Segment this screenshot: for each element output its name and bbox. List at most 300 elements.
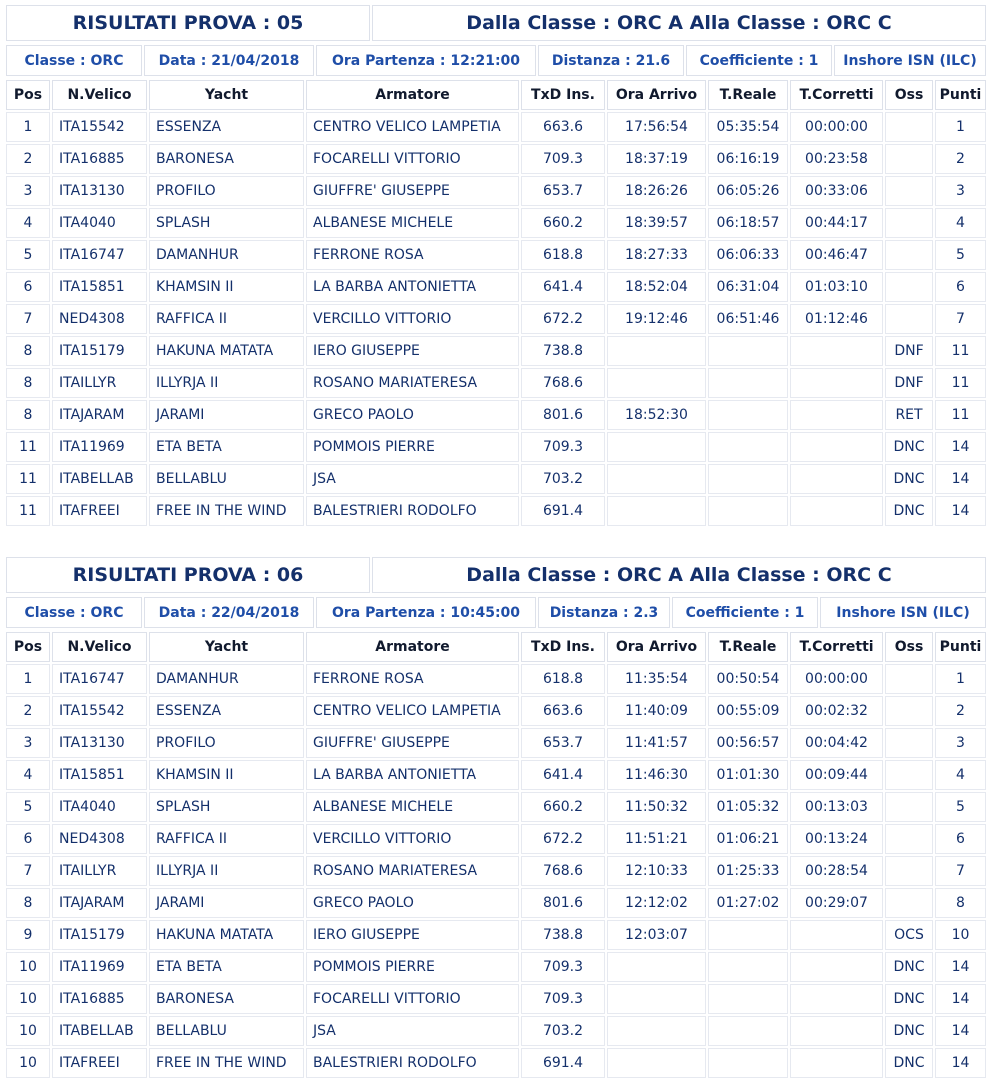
cell-yacht: SPLASH xyxy=(149,792,304,822)
table-row xyxy=(6,696,986,726)
cell-txd: 768.6 xyxy=(521,368,605,398)
cell-tcorretti xyxy=(790,952,883,982)
cell-oss: DNC xyxy=(885,496,933,526)
info-ora-partenza: Ora Partenza : 12:21:00 xyxy=(316,45,536,76)
cell-txd: 768.6 xyxy=(521,856,605,886)
cell-armatore: VERCILLO VITTORIO xyxy=(306,304,519,334)
cell-oss xyxy=(885,304,933,334)
cell-txd: 641.4 xyxy=(521,272,605,302)
cell-nvelico: ITA11969 xyxy=(52,432,147,462)
cell-oss xyxy=(885,760,933,790)
table-row xyxy=(6,952,986,982)
cell-yacht: BELLABLU xyxy=(149,464,304,494)
cell-oss xyxy=(885,824,933,854)
cell-oss xyxy=(885,792,933,822)
cell-yacht: ETA BETA xyxy=(149,432,304,462)
cell-treale: 01:25:33 xyxy=(708,856,788,886)
cell-oss xyxy=(885,176,933,206)
cell-ora-arrivo xyxy=(607,432,706,462)
cell-pos: 10 xyxy=(6,1016,50,1046)
cell-txd: 709.3 xyxy=(521,144,605,174)
cell-pos: 6 xyxy=(6,272,50,302)
info-rating-system: Inshore ISN (ILC) xyxy=(834,45,986,76)
cell-yacht: RAFFICA II xyxy=(149,824,304,854)
col-header-yacht: Yacht xyxy=(149,80,304,110)
info-classe: Classe : ORC xyxy=(6,597,142,628)
cell-oss xyxy=(885,272,933,302)
cell-pos: 10 xyxy=(6,952,50,982)
cell-tcorretti xyxy=(790,336,883,366)
cell-ora-arrivo xyxy=(607,952,706,982)
cell-yacht: BARONESA xyxy=(149,984,304,1014)
col-header-yacht: Yacht xyxy=(149,632,304,662)
cell-treale xyxy=(708,464,788,494)
cell-txd: 709.3 xyxy=(521,952,605,982)
info-rating-system: Inshore ISN (ILC) xyxy=(820,597,986,628)
cell-ora-arrivo: 19:12:46 xyxy=(607,304,706,334)
cell-ora-arrivo: 12:03:07 xyxy=(607,920,706,950)
table-row xyxy=(6,336,986,366)
cell-txd: 663.6 xyxy=(521,112,605,142)
cell-treale: 00:56:57 xyxy=(708,728,788,758)
col-header-tcorretti: T.Corretti xyxy=(790,80,883,110)
cell-txd: 672.2 xyxy=(521,304,605,334)
table-row xyxy=(6,176,986,206)
cell-yacht: DAMANHUR xyxy=(149,664,304,694)
cell-txd: 660.2 xyxy=(521,208,605,238)
cell-nvelico: ITA16885 xyxy=(52,984,147,1014)
cell-txd: 709.3 xyxy=(521,432,605,462)
col-header-treale: T.Reale xyxy=(708,632,788,662)
cell-armatore: CENTRO VELICO LAMPETIA xyxy=(306,112,519,142)
cell-punti: 14 xyxy=(935,464,986,494)
cell-tcorretti xyxy=(790,368,883,398)
col-header-treale: T.Reale xyxy=(708,80,788,110)
table-row xyxy=(6,1016,986,1046)
info-ora-partenza: Ora Partenza : 10:45:00 xyxy=(316,597,536,628)
cell-ora-arrivo: 11:35:54 xyxy=(607,664,706,694)
cell-armatore: BALESTRIERI RODOLFO xyxy=(306,496,519,526)
table-row xyxy=(6,112,986,142)
cell-nvelico: ITA13130 xyxy=(52,728,147,758)
cell-pos: 9 xyxy=(6,920,50,950)
cell-pos: 8 xyxy=(6,368,50,398)
results-body xyxy=(6,112,986,526)
cell-oss xyxy=(885,696,933,726)
cell-nvelico: ITABELLAB xyxy=(52,464,147,494)
cell-oss: DNC xyxy=(885,464,933,494)
cell-treale: 01:27:02 xyxy=(708,888,788,918)
cell-txd: 738.8 xyxy=(521,336,605,366)
cell-tcorretti: 00:44:17 xyxy=(790,208,883,238)
cell-punti: 11 xyxy=(935,368,986,398)
col-header-armatore: Armatore xyxy=(306,80,519,110)
cell-punti: 14 xyxy=(935,1016,986,1046)
cell-yacht: JARAMI xyxy=(149,888,304,918)
info-distanza: Distanza : 21.6 xyxy=(538,45,684,76)
cell-yacht: ESSENZA xyxy=(149,696,304,726)
col-header-pos: Pos xyxy=(6,80,50,110)
col-header-nvelico: N.Velico xyxy=(52,80,147,110)
cell-treale xyxy=(708,368,788,398)
col-header-oss: Oss xyxy=(885,80,933,110)
cell-pos: 2 xyxy=(6,696,50,726)
col-header-punti: Punti xyxy=(935,80,986,110)
cell-treale: 01:06:21 xyxy=(708,824,788,854)
cell-tcorretti: 00:13:24 xyxy=(790,824,883,854)
cell-yacht: FREE IN THE WIND xyxy=(149,496,304,526)
cell-nvelico: ITA15542 xyxy=(52,696,147,726)
cell-pos: 7 xyxy=(6,856,50,886)
info-coefficiente: Coefficiente : 1 xyxy=(686,45,832,76)
col-header-punti: Punti xyxy=(935,632,986,662)
cell-pos: 5 xyxy=(6,792,50,822)
cell-armatore: POMMOIS PIERRE xyxy=(306,952,519,982)
cell-yacht: ILLYRJA II xyxy=(149,856,304,886)
cell-pos: 11 xyxy=(6,464,50,494)
cell-pos: 1 xyxy=(6,664,50,694)
cell-treale: 00:50:54 xyxy=(708,664,788,694)
cell-oss: DNC xyxy=(885,952,933,982)
table-row xyxy=(6,304,986,334)
cell-nvelico: ITAILLYR xyxy=(52,856,147,886)
col-header-ora-arrivo: Ora Arrivo xyxy=(607,80,706,110)
cell-yacht: ESSENZA xyxy=(149,112,304,142)
cell-armatore: ROSANO MARIATERESA xyxy=(306,856,519,886)
cell-oss: RET xyxy=(885,400,933,430)
cell-treale: 06:06:33 xyxy=(708,240,788,270)
cell-nvelico: ITAILLYR xyxy=(52,368,147,398)
cell-tcorretti xyxy=(790,920,883,950)
cell-txd: 703.2 xyxy=(521,1016,605,1046)
cell-ora-arrivo: 18:52:04 xyxy=(607,272,706,302)
race-info-bar xyxy=(4,43,988,78)
table-row xyxy=(6,144,986,174)
results-header-row xyxy=(6,80,986,110)
cell-txd: 691.4 xyxy=(521,1048,605,1078)
cell-pos: 7 xyxy=(6,304,50,334)
col-header-pos: Pos xyxy=(6,632,50,662)
cell-treale xyxy=(708,496,788,526)
cell-ora-arrivo: 11:46:30 xyxy=(607,760,706,790)
cell-tcorretti xyxy=(790,984,883,1014)
cell-punti: 14 xyxy=(935,1048,986,1078)
cell-nvelico: ITAFREEI xyxy=(52,496,147,526)
info-classe: Classe : ORC xyxy=(6,45,142,76)
cell-txd: 672.2 xyxy=(521,824,605,854)
cell-treale xyxy=(708,432,788,462)
cell-yacht: ILLYRJA II xyxy=(149,368,304,398)
col-header-oss: Oss xyxy=(885,632,933,662)
cell-punti: 11 xyxy=(935,400,986,430)
cell-txd: 663.6 xyxy=(521,696,605,726)
cell-nvelico: ITA16747 xyxy=(52,664,147,694)
cell-yacht: PROFILO xyxy=(149,728,304,758)
cell-tcorretti: 00:00:00 xyxy=(790,112,883,142)
cell-yacht: FREE IN THE WIND xyxy=(149,1048,304,1078)
cell-armatore: GIUFFRE' GIUSEPPE xyxy=(306,176,519,206)
col-header-tcorretti: T.Corretti xyxy=(790,632,883,662)
cell-tcorretti xyxy=(790,400,883,430)
table-row xyxy=(6,368,986,398)
cell-armatore: LA BARBA ANTONIETTA xyxy=(306,272,519,302)
cell-tcorretti: 00:09:44 xyxy=(790,760,883,790)
cell-armatore: VERCILLO VITTORIO xyxy=(306,824,519,854)
cell-oss xyxy=(885,888,933,918)
cell-oss: OCS xyxy=(885,920,933,950)
cell-pos: 11 xyxy=(6,496,50,526)
cell-treale: 06:16:19 xyxy=(708,144,788,174)
cell-nvelico: ITAFREEI xyxy=(52,1048,147,1078)
cell-pos: 1 xyxy=(6,112,50,142)
table-row xyxy=(6,920,986,950)
cell-nvelico: NED4308 xyxy=(52,304,147,334)
cell-tcorretti: 00:46:47 xyxy=(790,240,883,270)
cell-treale xyxy=(708,400,788,430)
cell-punti: 8 xyxy=(935,888,986,918)
cell-armatore: FERRONE ROSA xyxy=(306,664,519,694)
cell-tcorretti: 00:29:07 xyxy=(790,888,883,918)
cell-pos: 11 xyxy=(6,432,50,462)
cell-tcorretti: 00:02:32 xyxy=(790,696,883,726)
cell-tcorretti xyxy=(790,464,883,494)
col-header-txd: TxD Ins. xyxy=(521,632,605,662)
cell-treale xyxy=(708,920,788,950)
cell-armatore: FERRONE ROSA xyxy=(306,240,519,270)
info-coefficiente: Coefficiente : 1 xyxy=(672,597,818,628)
table-row xyxy=(6,1048,986,1078)
cell-txd: 660.2 xyxy=(521,792,605,822)
cell-yacht: PROFILO xyxy=(149,176,304,206)
cell-treale: 01:01:30 xyxy=(708,760,788,790)
cell-pos: 10 xyxy=(6,984,50,1014)
cell-ora-arrivo xyxy=(607,1048,706,1078)
table-row xyxy=(6,432,986,462)
cell-pos: 8 xyxy=(6,888,50,918)
cell-armatore: FOCARELLI VITTORIO xyxy=(306,984,519,1014)
cell-treale: 01:05:32 xyxy=(708,792,788,822)
race-results-prova-06 xyxy=(4,555,988,1080)
cell-pos: 3 xyxy=(6,728,50,758)
cell-yacht: RAFFICA II xyxy=(149,304,304,334)
cell-ora-arrivo: 18:52:30 xyxy=(607,400,706,430)
cell-ora-arrivo: 17:56:54 xyxy=(607,112,706,142)
cell-treale: 06:05:26 xyxy=(708,176,788,206)
cell-ora-arrivo xyxy=(607,464,706,494)
cell-ora-arrivo xyxy=(607,368,706,398)
table-row xyxy=(6,240,986,270)
cell-tcorretti: 01:03:10 xyxy=(790,272,883,302)
cell-punti: 14 xyxy=(935,952,986,982)
results-header-row xyxy=(6,632,986,662)
cell-nvelico: ITA15851 xyxy=(52,272,147,302)
cell-tcorretti: 00:13:03 xyxy=(790,792,883,822)
cell-ora-arrivo xyxy=(607,496,706,526)
cell-armatore: POMMOIS PIERRE xyxy=(306,432,519,462)
cell-armatore: FOCARELLI VITTORIO xyxy=(306,144,519,174)
cell-oss xyxy=(885,112,933,142)
cell-ora-arrivo: 11:51:21 xyxy=(607,824,706,854)
cell-punti: 14 xyxy=(935,432,986,462)
cell-pos: 6 xyxy=(6,824,50,854)
cell-treale: 06:51:46 xyxy=(708,304,788,334)
cell-nvelico: ITAJARAM xyxy=(52,400,147,430)
cell-punti: 4 xyxy=(935,760,986,790)
cell-oss: DNC xyxy=(885,984,933,1014)
cell-nvelico: ITA16885 xyxy=(52,144,147,174)
table-row xyxy=(6,760,986,790)
cell-punti: 7 xyxy=(935,856,986,886)
cell-punti: 7 xyxy=(935,304,986,334)
cell-nvelico: ITA4040 xyxy=(52,792,147,822)
table-row xyxy=(6,888,986,918)
col-header-txd: TxD Ins. xyxy=(521,80,605,110)
cell-yacht: DAMANHUR xyxy=(149,240,304,270)
cell-yacht: JARAMI xyxy=(149,400,304,430)
cell-txd: 709.3 xyxy=(521,984,605,1014)
cell-armatore: ALBANESE MICHELE xyxy=(306,792,519,822)
table-row xyxy=(6,496,986,526)
cell-yacht: BARONESA xyxy=(149,144,304,174)
cell-punti: 6 xyxy=(935,272,986,302)
cell-yacht: HAKUNA MATATA xyxy=(149,920,304,950)
race-title-bar xyxy=(4,555,988,595)
cell-nvelico: ITA15179 xyxy=(52,920,147,950)
cell-armatore: LA BARBA ANTONIETTA xyxy=(306,760,519,790)
cell-txd: 618.8 xyxy=(521,240,605,270)
cell-ora-arrivo: 11:41:57 xyxy=(607,728,706,758)
cell-treale: 06:18:57 xyxy=(708,208,788,238)
cell-armatore: GRECO PAOLO xyxy=(306,888,519,918)
cell-tcorretti: 00:23:58 xyxy=(790,144,883,174)
cell-txd: 801.6 xyxy=(521,888,605,918)
cell-treale: 05:35:54 xyxy=(708,112,788,142)
cell-punti: 2 xyxy=(935,144,986,174)
cell-yacht: BELLABLU xyxy=(149,1016,304,1046)
cell-txd: 641.4 xyxy=(521,760,605,790)
table-row xyxy=(6,664,986,694)
cell-ora-arrivo: 18:27:33 xyxy=(607,240,706,270)
cell-nvelico: ITA15851 xyxy=(52,760,147,790)
class-range-title: Dalla Classe : ORC A Alla Classe : ORC C xyxy=(372,557,986,593)
results-body xyxy=(6,664,986,1078)
cell-punti: 3 xyxy=(935,728,986,758)
cell-oss xyxy=(885,240,933,270)
table-row xyxy=(6,792,986,822)
col-header-nvelico: N.Velico xyxy=(52,632,147,662)
cell-treale xyxy=(708,984,788,1014)
cell-nvelico: ITA16747 xyxy=(52,240,147,270)
cell-nvelico: ITA15542 xyxy=(52,112,147,142)
cell-oss: DNF xyxy=(885,336,933,366)
cell-tcorretti xyxy=(790,1048,883,1078)
race-title: RISULTATI PROVA : 06 xyxy=(6,557,370,593)
cell-armatore: ALBANESE MICHELE xyxy=(306,208,519,238)
col-header-ora-arrivo: Ora Arrivo xyxy=(607,632,706,662)
results-table xyxy=(4,78,988,528)
results-table xyxy=(4,630,988,1080)
cell-pos: 4 xyxy=(6,208,50,238)
table-row xyxy=(6,824,986,854)
race-title: RISULTATI PROVA : 05 xyxy=(6,5,370,41)
cell-pos: 10 xyxy=(6,1048,50,1078)
race-title-bar xyxy=(4,3,988,43)
table-row xyxy=(6,208,986,238)
cell-punti: 5 xyxy=(935,792,986,822)
cell-treale xyxy=(708,336,788,366)
table-row xyxy=(6,856,986,886)
class-range-title: Dalla Classe : ORC A Alla Classe : ORC C xyxy=(372,5,986,41)
cell-nvelico: ITAJARAM xyxy=(52,888,147,918)
col-header-armatore: Armatore xyxy=(306,632,519,662)
cell-punti: 1 xyxy=(935,664,986,694)
cell-pos: 5 xyxy=(6,240,50,270)
cell-oss: DNC xyxy=(885,1016,933,1046)
cell-ora-arrivo: 18:26:26 xyxy=(607,176,706,206)
cell-ora-arrivo: 18:37:19 xyxy=(607,144,706,174)
cell-ora-arrivo xyxy=(607,984,706,1014)
cell-treale xyxy=(708,952,788,982)
cell-punti: 5 xyxy=(935,240,986,270)
cell-nvelico: ITA4040 xyxy=(52,208,147,238)
cell-tcorretti: 00:04:42 xyxy=(790,728,883,758)
table-row xyxy=(6,272,986,302)
cell-ora-arrivo: 12:12:02 xyxy=(607,888,706,918)
cell-tcorretti: 00:00:00 xyxy=(790,664,883,694)
cell-armatore: JSA xyxy=(306,1016,519,1046)
cell-punti: 4 xyxy=(935,208,986,238)
cell-txd: 738.8 xyxy=(521,920,605,950)
cell-ora-arrivo: 11:40:09 xyxy=(607,696,706,726)
cell-txd: 653.7 xyxy=(521,728,605,758)
cell-ora-arrivo xyxy=(607,336,706,366)
cell-pos: 8 xyxy=(6,336,50,366)
table-row xyxy=(6,984,986,1014)
cell-yacht: ETA BETA xyxy=(149,952,304,982)
cell-txd: 653.7 xyxy=(521,176,605,206)
cell-txd: 618.8 xyxy=(521,664,605,694)
cell-punti: 10 xyxy=(935,920,986,950)
cell-tcorretti: 01:12:46 xyxy=(790,304,883,334)
cell-armatore: IERO GIUSEPPE xyxy=(306,336,519,366)
cell-ora-arrivo: 11:50:32 xyxy=(607,792,706,822)
table-row xyxy=(6,400,986,430)
cell-oss xyxy=(885,208,933,238)
cell-txd: 801.6 xyxy=(521,400,605,430)
info-distanza: Distanza : 2.3 xyxy=(538,597,670,628)
cell-punti: 14 xyxy=(935,984,986,1014)
race-info-bar xyxy=(4,595,988,630)
cell-treale: 06:31:04 xyxy=(708,272,788,302)
cell-punti: 14 xyxy=(935,496,986,526)
cell-pos: 2 xyxy=(6,144,50,174)
cell-armatore: JSA xyxy=(306,464,519,494)
cell-pos: 3 xyxy=(6,176,50,206)
cell-oss: DNC xyxy=(885,1048,933,1078)
cell-armatore: GRECO PAOLO xyxy=(306,400,519,430)
cell-punti: 11 xyxy=(935,336,986,366)
race-results-prova-05 xyxy=(4,3,988,528)
cell-tcorretti xyxy=(790,1016,883,1046)
cell-ora-arrivo xyxy=(607,1016,706,1046)
cell-armatore: ROSANO MARIATERESA xyxy=(306,368,519,398)
cell-armatore: BALESTRIERI RODOLFO xyxy=(306,1048,519,1078)
cell-nvelico: ITA15179 xyxy=(52,336,147,366)
cell-punti: 1 xyxy=(935,112,986,142)
cell-ora-arrivo: 18:39:57 xyxy=(607,208,706,238)
cell-oss xyxy=(885,144,933,174)
cell-nvelico: NED4308 xyxy=(52,824,147,854)
